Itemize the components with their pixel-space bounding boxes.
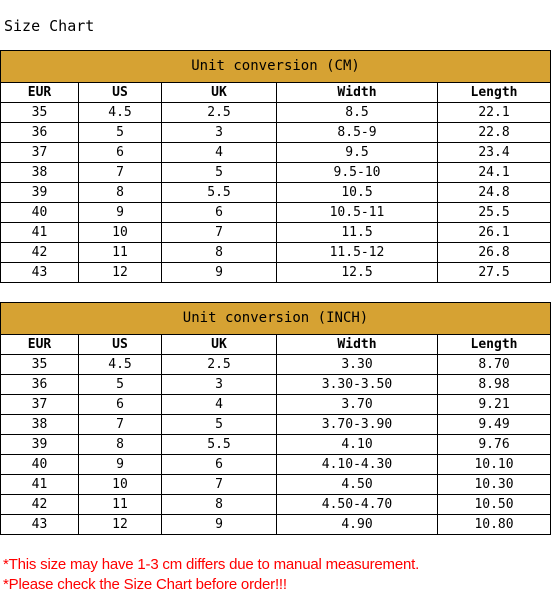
cell-length: 10.10 xyxy=(438,455,551,475)
cell-length: 23.4 xyxy=(438,143,551,163)
cell-us: 9 xyxy=(79,203,162,223)
cell-eur: 38 xyxy=(1,415,79,435)
column-header-us: US xyxy=(79,335,162,355)
column-header-length: Length xyxy=(438,83,551,103)
cell-width: 9.5 xyxy=(277,143,438,163)
table-row xyxy=(1,123,551,143)
cell-us: 6 xyxy=(79,143,162,163)
column-header-us: US xyxy=(79,83,162,103)
cell-us: 7 xyxy=(79,415,162,435)
cell-length: 9.76 xyxy=(438,435,551,455)
column-header-uk: UK xyxy=(162,83,277,103)
cell-length: 24.1 xyxy=(438,163,551,183)
cell-length: 27.5 xyxy=(438,263,551,283)
table-row xyxy=(1,263,551,283)
column-header-uk: UK xyxy=(162,335,277,355)
cell-width: 3.30 xyxy=(277,355,438,375)
cell-length: 26.8 xyxy=(438,243,551,263)
cell-length: 9.21 xyxy=(438,395,551,415)
cell-uk: 4 xyxy=(162,143,277,163)
cell-us: 5 xyxy=(79,123,162,143)
table-caption: Unit conversion (INCH) xyxy=(1,303,551,335)
cell-eur: 37 xyxy=(1,395,79,415)
cell-length: 22.1 xyxy=(438,103,551,123)
cell-length: 9.49 xyxy=(438,415,551,435)
cell-width: 11.5-12 xyxy=(277,243,438,263)
cell-eur: 40 xyxy=(1,203,79,223)
cell-uk: 6 xyxy=(162,203,277,223)
table-row xyxy=(1,395,551,415)
cell-uk: 5 xyxy=(162,415,277,435)
cell-eur: 39 xyxy=(1,183,79,203)
column-header-length: Length xyxy=(438,335,551,355)
cell-width: 3.30-3.50 xyxy=(277,375,438,395)
cell-length: 25.5 xyxy=(438,203,551,223)
cell-us: 7 xyxy=(79,163,162,183)
table-row xyxy=(1,495,551,515)
cell-uk: 8 xyxy=(162,495,277,515)
table-row xyxy=(1,355,551,375)
cell-eur: 38 xyxy=(1,163,79,183)
cell-us: 12 xyxy=(79,515,162,535)
cell-width: 11.5 xyxy=(277,223,438,243)
cell-width: 8.5 xyxy=(277,103,438,123)
cell-length: 10.80 xyxy=(438,515,551,535)
cell-width: 4.50-4.70 xyxy=(277,495,438,515)
cell-uk: 9 xyxy=(162,515,277,535)
cell-length: 22.8 xyxy=(438,123,551,143)
cell-uk: 7 xyxy=(162,223,277,243)
cell-width: 4.10 xyxy=(277,435,438,455)
cell-width: 4.10-4.30 xyxy=(277,455,438,475)
cell-width: 10.5-11 xyxy=(277,203,438,223)
cell-us: 6 xyxy=(79,395,162,415)
cell-eur: 42 xyxy=(1,495,79,515)
cell-uk: 5.5 xyxy=(162,435,277,455)
cell-us: 4.5 xyxy=(79,103,162,123)
table-row xyxy=(1,103,551,123)
cell-eur: 35 xyxy=(1,103,79,123)
cell-width: 3.70-3.90 xyxy=(277,415,438,435)
cell-uk: 5.5 xyxy=(162,183,277,203)
cell-eur: 35 xyxy=(1,355,79,375)
cell-us: 4.5 xyxy=(79,355,162,375)
cell-uk: 7 xyxy=(162,475,277,495)
size-table-cm xyxy=(0,50,551,283)
table-row xyxy=(1,203,551,223)
table-row xyxy=(1,475,551,495)
page-title: Size Chart xyxy=(4,17,95,35)
cell-uk: 5 xyxy=(162,163,277,183)
table-row xyxy=(1,223,551,243)
cell-uk: 8 xyxy=(162,243,277,263)
table-row xyxy=(1,455,551,475)
cell-length: 24.8 xyxy=(438,183,551,203)
cell-us: 12 xyxy=(79,263,162,283)
cell-width: 12.5 xyxy=(277,263,438,283)
cell-width: 4.50 xyxy=(277,475,438,495)
cell-uk: 2.5 xyxy=(162,103,277,123)
table-row xyxy=(1,435,551,455)
column-header-width: Width xyxy=(277,335,438,355)
cell-width: 9.5-10 xyxy=(277,163,438,183)
table-row xyxy=(1,183,551,203)
cell-eur: 43 xyxy=(1,515,79,535)
cell-length: 8.70 xyxy=(438,355,551,375)
measurement-note: *This size may have 1-3 cm differs due to manual measurement. xyxy=(3,556,420,573)
cell-eur: 37 xyxy=(1,143,79,163)
cell-uk: 6 xyxy=(162,455,277,475)
cell-length: 8.98 xyxy=(438,375,551,395)
cell-eur: 39 xyxy=(1,435,79,455)
table-row xyxy=(1,143,551,163)
cell-eur: 36 xyxy=(1,375,79,395)
cell-eur: 41 xyxy=(1,223,79,243)
table-row xyxy=(1,375,551,395)
size-table-inch xyxy=(0,302,551,535)
column-header-eur: EUR xyxy=(1,335,79,355)
check-chart-note: *Please check the Size Chart before order!!! xyxy=(3,576,287,593)
cell-uk: 3 xyxy=(162,123,277,143)
table-row xyxy=(1,415,551,435)
column-header-eur: EUR xyxy=(1,83,79,103)
cell-eur: 36 xyxy=(1,123,79,143)
table-caption: Unit conversion (CM) xyxy=(1,51,551,83)
cell-uk: 2.5 xyxy=(162,355,277,375)
cell-eur: 43 xyxy=(1,263,79,283)
cell-us: 8 xyxy=(79,435,162,455)
cell-eur: 41 xyxy=(1,475,79,495)
cell-eur: 40 xyxy=(1,455,79,475)
table-row xyxy=(1,163,551,183)
cell-width: 4.90 xyxy=(277,515,438,535)
cell-width: 8.5-9 xyxy=(277,123,438,143)
cell-us: 5 xyxy=(79,375,162,395)
cell-width: 10.5 xyxy=(277,183,438,203)
cell-us: 10 xyxy=(79,475,162,495)
cell-length: 26.1 xyxy=(438,223,551,243)
cell-us: 8 xyxy=(79,183,162,203)
cell-us: 11 xyxy=(79,243,162,263)
cell-uk: 4 xyxy=(162,395,277,415)
cell-us: 11 xyxy=(79,495,162,515)
cell-us: 9 xyxy=(79,455,162,475)
cell-length: 10.50 xyxy=(438,495,551,515)
cell-uk: 3 xyxy=(162,375,277,395)
cell-uk: 9 xyxy=(162,263,277,283)
cell-eur: 42 xyxy=(1,243,79,263)
cell-width: 3.70 xyxy=(277,395,438,415)
column-header-width: Width xyxy=(277,83,438,103)
cell-us: 10 xyxy=(79,223,162,243)
table-row xyxy=(1,515,551,535)
table-row xyxy=(1,243,551,263)
cell-length: 10.30 xyxy=(438,475,551,495)
